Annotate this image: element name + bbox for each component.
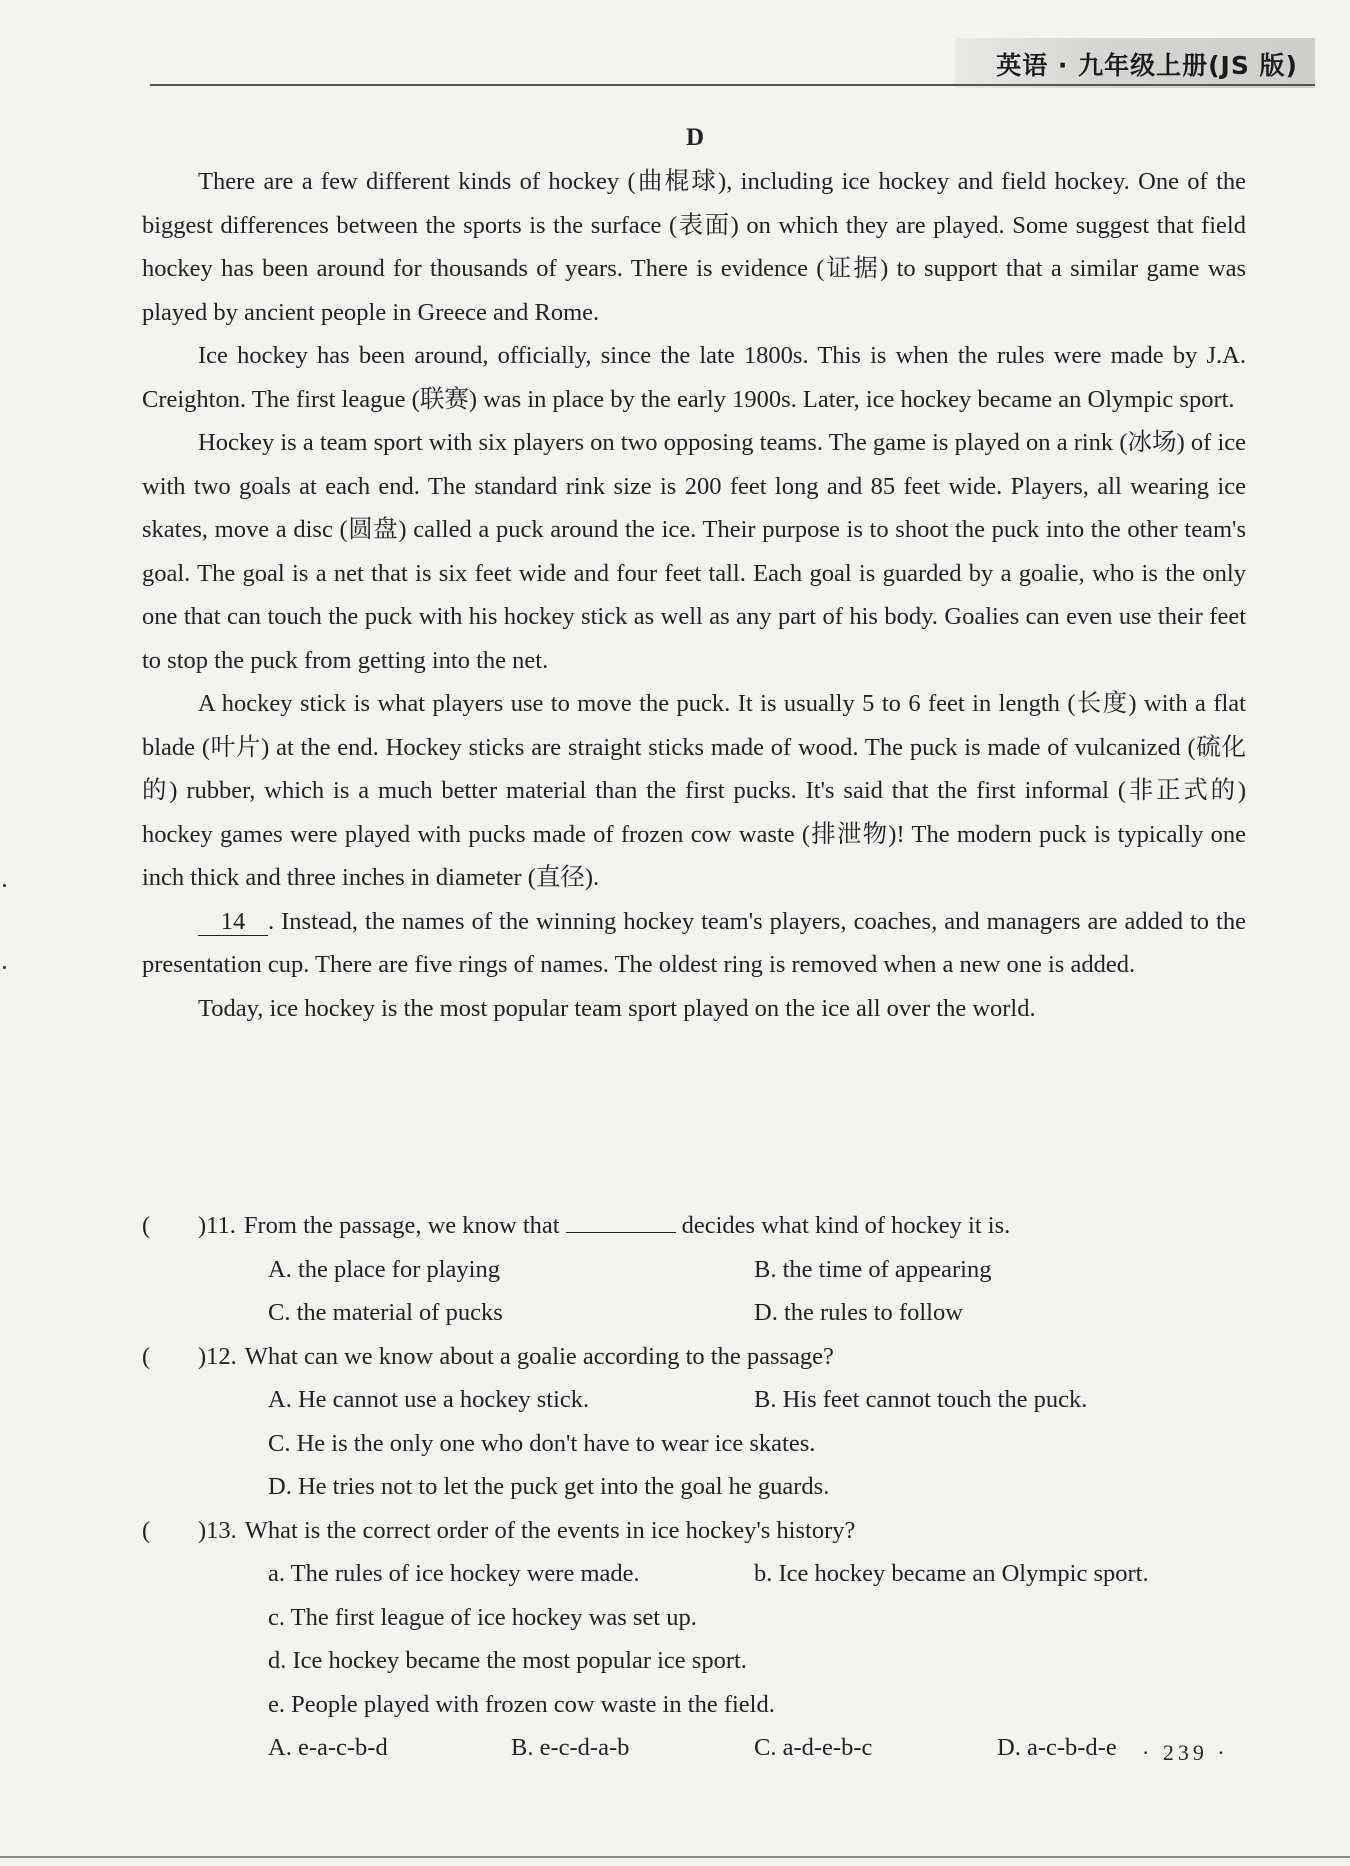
option-d[interactable]: D. the rules to follow [754, 1299, 963, 1326]
header-rule [150, 84, 1315, 86]
question-number: 12. [206, 1342, 237, 1370]
passage-paragraph: Ice hockey has been around, officially, since the late 1800s. This is when the rules were made by J.A. Creighton. The first league (联赛) was in place by the early 1900s. Later, ice hockey became an Olympic sport. [142, 342, 1246, 413]
question-12 [142, 1335, 1246, 1379]
blank-paragraph-text: . Instead, the names of the winning hockey team's players, coaches, and managers are added to the presentation cup. There are five rings of names. The oldest ring is removed when a new one is added. [142, 907, 1246, 978]
option-b[interactable]: B. His feet cannot touch the puck. [754, 1386, 1088, 1413]
option-b[interactable]: B. the time of appearing [754, 1255, 992, 1283]
option-b[interactable]: B. e-c-d-a-b [511, 1734, 630, 1761]
option-a[interactable]: A. e-a-c-b-d [268, 1734, 388, 1761]
question-stem: What can we know about a goalie according to the passage? [244, 1342, 834, 1370]
answer-paren-open[interactable]: ( [142, 1212, 151, 1239]
passage-closing: Today, ice hockey is the most popular team sport played on the ice all over the world. [198, 994, 1036, 1022]
answer-paren-close: ) [198, 1516, 207, 1544]
event-d: d. Ice hockey became the most popular ice sport. [268, 1647, 747, 1674]
question-11 [142, 1204, 1246, 1248]
event-a: a. The rules of ice hockey were made. [268, 1560, 640, 1587]
event-e: e. People played with frozen cow waste in the field. [268, 1690, 775, 1718]
margin-dot [3, 884, 6, 887]
page-number: · 239 · [1142, 1740, 1229, 1765]
answer-blank-14[interactable]: 14 [198, 909, 268, 936]
question-stem: From the passage, we know that decides what kind of hockey it is. [244, 1204, 1010, 1248]
passage-paragraph: A hockey stick is what players use to move the puck. It is usually 5 to 6 feet in length (长度) with a flat blade (叶片) at the end. Hockey sticks are straight sticks made of wood. The puck is made of vulcanized (硫化的) rubber, which is a much better material than the first pucks. It's said that the first informal (非正式的) hockey games were played with pucks made of frozen cow waste (排泄物)! The modern puck is typically one inch thick and three inches in diameter (直径). [142, 690, 1246, 891]
margin-dot [3, 966, 6, 969]
event-c: c. The first league of ice hockey was set up. [268, 1603, 697, 1631]
answer-paren-close: ) [198, 1342, 207, 1370]
question-list [142, 1204, 1246, 1770]
bottom-rule [0, 1856, 1350, 1858]
option-d[interactable]: D. a-c-b-d-e [997, 1734, 1117, 1761]
option-d[interactable]: D. He tries not to let the puck get into the goal he guards. [268, 1473, 830, 1500]
option-c[interactable]: C. He is the only one who don't have to wear ice skates. [268, 1429, 816, 1457]
answer-paren-open[interactable]: ( [142, 1516, 151, 1544]
option-c[interactable]: C. the material of pucks [268, 1299, 503, 1326]
option-c[interactable]: C. a-d-e-b-c [754, 1734, 873, 1761]
inline-answer-blank[interactable] [566, 1206, 676, 1233]
section-letter: D [685, 124, 705, 151]
passage-paragraph-blank [142, 900, 1246, 987]
question-number: 11. [206, 1212, 236, 1239]
header-title: 英语 · 九年级上册(JS 版) [996, 51, 1298, 80]
option-a[interactable]: A. the place for playing [268, 1255, 500, 1283]
answer-paren-open[interactable]: ( [142, 1342, 151, 1370]
answer-paren-close: ) [198, 1212, 207, 1239]
event-b: b. Ice hockey became an Olympic sport. [754, 1560, 1149, 1587]
reading-passage [142, 160, 1246, 1030]
option-a[interactable]: A. He cannot use a hockey stick. [268, 1386, 590, 1413]
passage-paragraph: There are a few different kinds of hockey (曲棍球), including ice hockey and field hockey. One of the biggest differences between the sports is the surface (表面) on which they are played. Some suggest that field hockey has been around for thousands of years. There is evidence (证据) to support that a similar game was played by ancient people in Greece and Rome. [142, 168, 1246, 326]
question-13 [142, 1509, 1246, 1553]
question-number: 13. [206, 1516, 237, 1544]
passage-paragraph: Hockey is a team sport with six players on two opposing teams. The game is played on a rink (冰场) of ice with two goals at each end. The standard rink size is 200 feet long and 85 feet wide. Players, all wearing ice skates, move a disc (圆盘) called a puck around the ice. Their purpose is to shoot the puck into the other team's goal. The goal is a net that is six feet wide and four feet tall. Each goal is guarded by a goalie, who is the only one that can touch the puck with his hockey stick as well as any part of his body. Goalies can even use their feet to stop the puck from getting into the net. [142, 429, 1246, 674]
question-stem: What is the correct order of the events in ice hockey's history? [244, 1516, 856, 1544]
